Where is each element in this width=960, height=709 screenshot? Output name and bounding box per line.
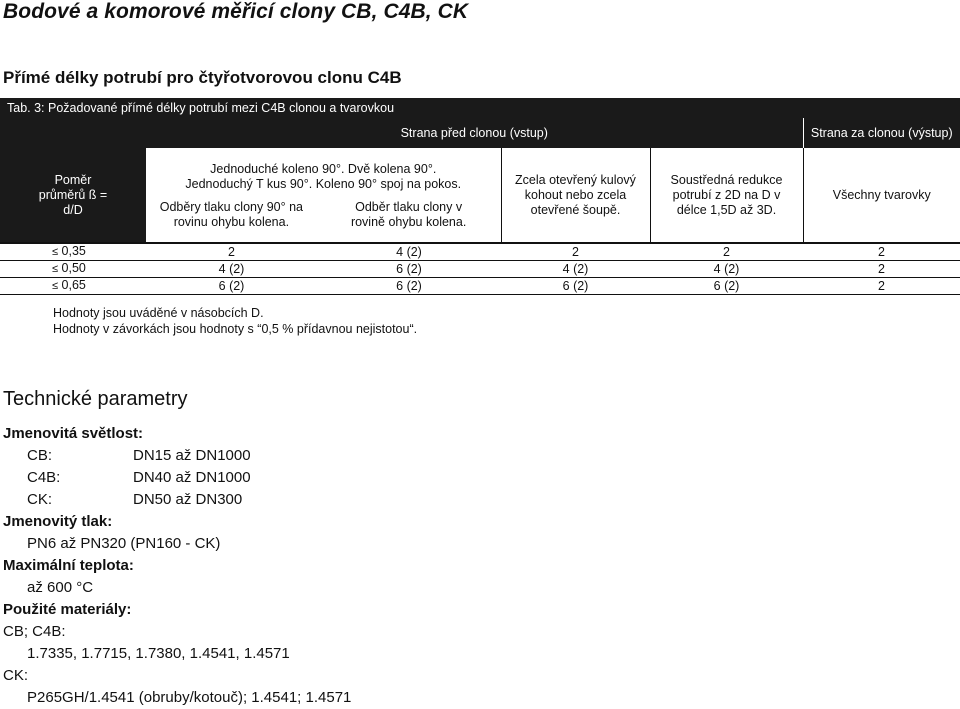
- col-reducer-label: Soustředná redukce potrubí z 2D na D v délce 1,5D až 3D.: [670, 172, 783, 217]
- value-cell: 4 (2): [650, 261, 803, 278]
- value-cell: 6 (2): [317, 261, 501, 278]
- materials-group-cb-c4b: CB; C4B:: [3, 623, 66, 640]
- nominal-size-type: CB:: [27, 447, 53, 464]
- ratio-cell: [0, 243, 146, 261]
- col-bend-plane-parallel-header: Odběr tlaku clony v rovině ohybu kolena.: [350, 200, 467, 229]
- less-equal-icon: ≤: [52, 246, 59, 258]
- table-row: [0, 243, 960, 261]
- pressure-label: Jmenovitý tlak:: [3, 513, 113, 530]
- value-cell: 2: [803, 278, 960, 295]
- downstream-group-header: Strana za clonou (výstup): [803, 118, 960, 148]
- table-corner-cell: [0, 118, 146, 148]
- col-valve-label: Zcela otevřený kulový kohout nebo zcela otevřené šoupě.: [515, 172, 636, 217]
- table-column-header-row: [0, 148, 960, 243]
- value-cell: 6 (2): [317, 278, 501, 295]
- value-cell: 2: [803, 261, 960, 278]
- fittings-span-label: Jednoduché koleno 90°. Dvě kolena 90°. Jednoduchý T kus 90°. Koleno 90° spoj na pokos.: [185, 162, 462, 191]
- value-cell: 4 (2): [146, 261, 317, 278]
- nominal-size-row: [3, 445, 943, 467]
- straight-length-table: [0, 118, 960, 295]
- value-cell: 6 (2): [146, 278, 317, 295]
- value-cell: 2: [650, 243, 803, 261]
- fittings-span-header: [146, 148, 501, 243]
- nominal-size-range: DN50 až DN300: [133, 491, 243, 508]
- specs-title: Technické parametry: [3, 388, 188, 410]
- value-cell: 2: [146, 243, 317, 261]
- table-group-header-row: [0, 118, 960, 148]
- value-cell: 4 (2): [501, 261, 650, 278]
- col-reducer-header: [650, 148, 803, 243]
- value-cell: 6 (2): [501, 278, 650, 295]
- col-bend-plane-perpendicular-header: Odběry tlaku clony 90° na rovinu ohybu kolena.: [159, 200, 303, 229]
- nominal-size-range: DN40 až DN1000: [133, 469, 251, 486]
- ratio-cell: [0, 278, 146, 295]
- ratio-value: 0,35: [61, 244, 86, 258]
- note-uncertainty: Hodnoty v závorkách jsou hodnoty s “0,5 % přídavnou nejistotou“.: [53, 322, 418, 336]
- nominal-size-row: [3, 489, 943, 511]
- pressure-value: PN6 až PN320 (PN160 - CK): [27, 535, 221, 552]
- materials-value-cb-c4b: 1.7335, 1.7715, 1.7380, 1.4541, 1.4571: [27, 645, 290, 662]
- upstream-group-header: Strana před clonou (vstup): [146, 118, 803, 148]
- ratio-column-header: [0, 148, 146, 243]
- nominal-size-type: C4B:: [27, 469, 61, 486]
- value-cell: 4 (2): [317, 243, 501, 261]
- col-all-fittings-header: Všechny tvarovky: [803, 148, 960, 243]
- table-caption: Tab. 3: Požadované přímé délky potrubí mezi C4B clonou a tvarovkou: [0, 98, 960, 118]
- value-cell: 2: [803, 243, 960, 261]
- ratio-value: 0,50: [61, 261, 86, 275]
- section-subtitle: Přímé délky potrubí pro čtyřotvorovou clonu C4B: [3, 68, 402, 87]
- value-cell: 2: [501, 243, 650, 261]
- value-cell: 6 (2): [650, 278, 803, 295]
- nominal-size-type: CK:: [27, 491, 53, 508]
- less-equal-icon: ≤: [52, 263, 59, 275]
- table-row: [0, 278, 960, 295]
- nominal-size-row: [3, 467, 943, 489]
- table-body: [0, 243, 960, 295]
- materials-group-ck: CK:: [3, 667, 29, 684]
- table-row: [0, 261, 960, 278]
- note-multiples-of-d: Hodnoty jsou uváděné v násobcích D.: [53, 306, 264, 320]
- ratio-cell: [0, 261, 146, 278]
- ratio-header-label: Poměr průměrů ß = d/D: [38, 172, 108, 217]
- nominal-size-label: Jmenovitá světlost:: [3, 425, 144, 442]
- temperature-label: Maximální teplota:: [3, 557, 134, 574]
- col-valve-header: [501, 148, 650, 243]
- temperature-value: až 600 °C: [27, 579, 94, 596]
- materials-value-ck: P265GH/1.4541 (obruby/kotouč); 1.4541; 1.4571: [27, 689, 352, 706]
- table-notes: [53, 305, 417, 337]
- less-equal-icon: ≤: [52, 280, 59, 292]
- technical-parameters: [3, 387, 943, 709]
- ratio-value: 0,65: [61, 278, 86, 292]
- page-title: Bodové a komorové měřicí clony CB, C4B, CK: [3, 0, 469, 23]
- nominal-size-range: DN15 až DN1000: [133, 447, 251, 464]
- materials-label: Použité materiály:: [3, 601, 132, 618]
